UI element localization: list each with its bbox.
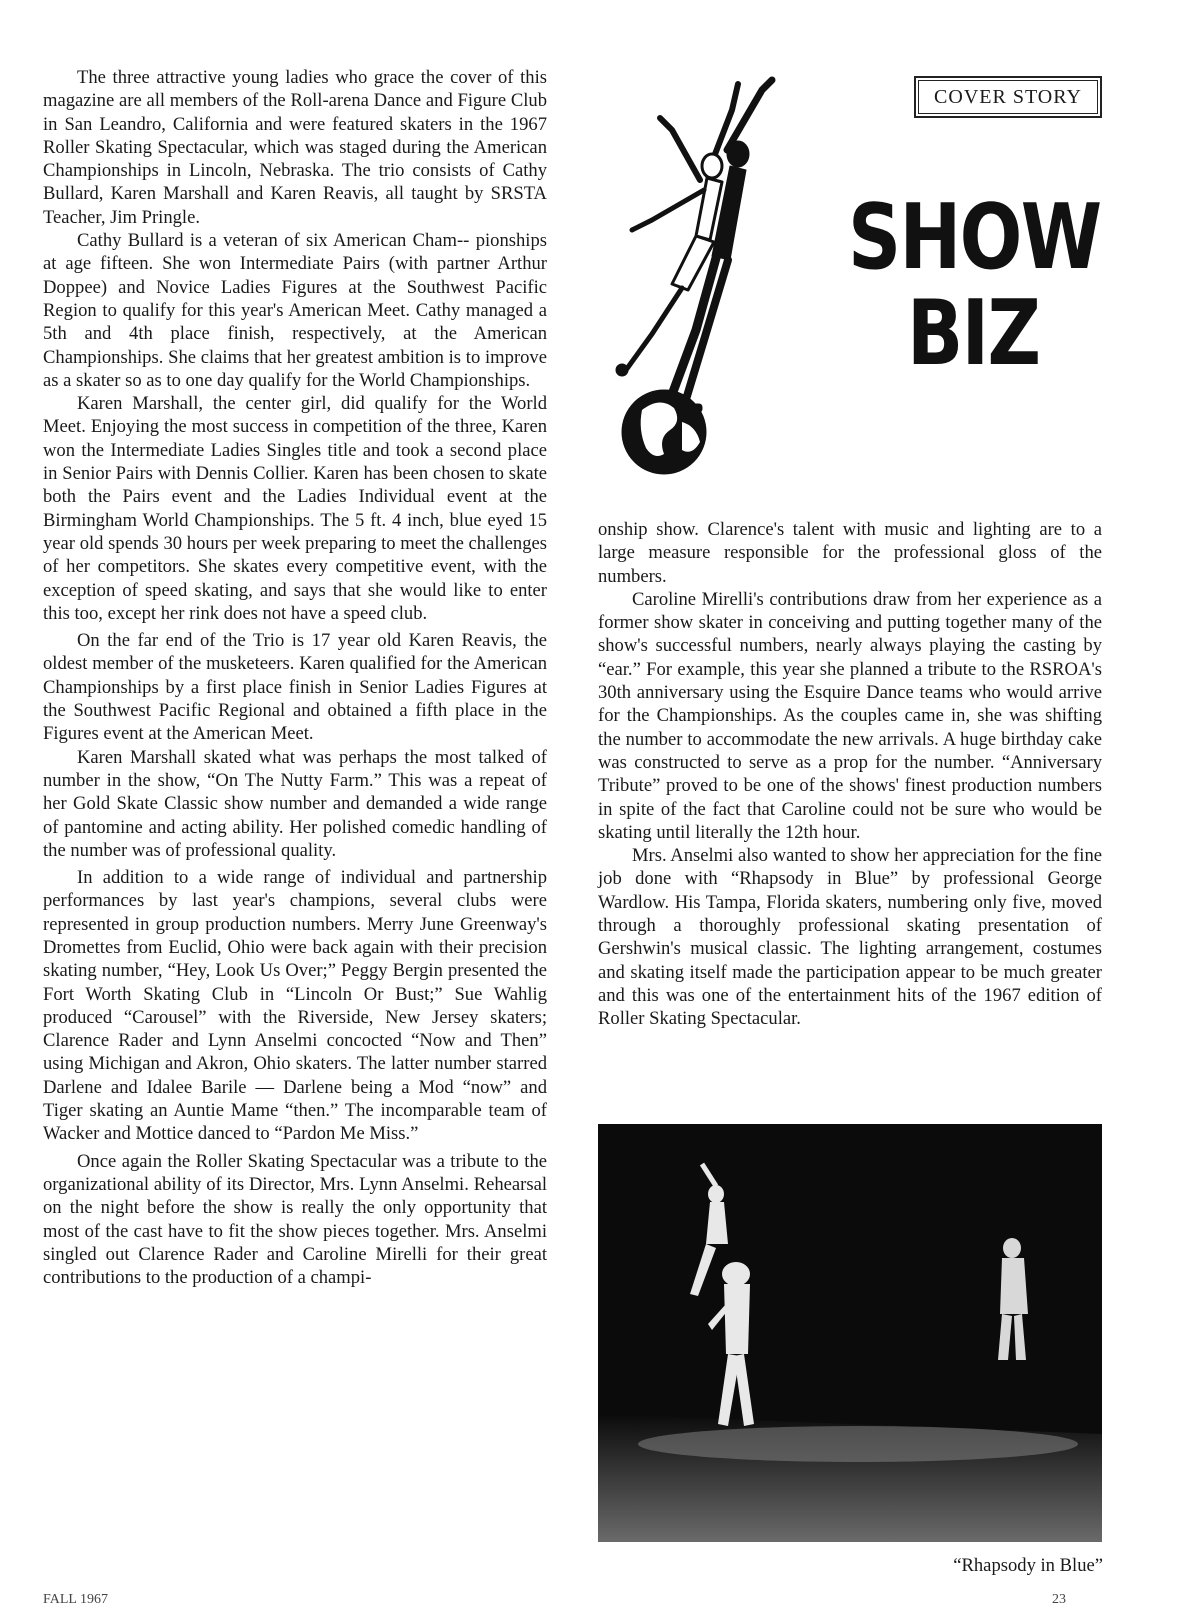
photo-illustration (598, 1124, 1102, 1542)
article-paragraph: Karen Marshall, the center girl, did qualify for the World Meet. Enjoying the most success in competition of the three, Karen won the Intermediate Ladies Singles title and took a second place in Senior Pairs with Dennis Collier. Karen has been chosen to skate both the Pairs event and the Ladies Individual event at the Birmingham World Championships. The 5 ft. 4 inch, blue eyed 15 year old spends 30 hours per week preparing to meet the challenges of her competitors. She skates every competitive event, with the exception of speed skating, and says that she would like to enter this too, except her rink does not have a speed club. (43, 393, 547, 624)
article-paragraph: The three attractive young ladies who grace the cover of this magazine are all members of the Roll-arena Dance and Figure Club in San Leandro, California and were featured skaters in the 1967 Roller Skating Spectacular, which was staged during the American Championships in Lincoln, Nebraska. The trio consists of Cathy Bullard, Karen Marshall and Karen Reavis, all taught by SRSTA Teacher, Jim Pringle. (43, 67, 547, 228)
right-article-column (598, 518, 1102, 1031)
article-paragraph: Karen Marshall skated what was perhaps the most talked of number in the show, “On The Nutty Farm.” This was a repeat of her Gold Skate Classic show number and demanded a wide range of pantomine and acting ability. Her polished comedic handling of the number was of professional quality. (43, 746, 547, 861)
article-paragraph: onship show. Clarence's talent with music and lighting are to a large measure responsible for the professional gloss of the numbers. (598, 519, 1102, 587)
footer-issue: FALL 1967 (43, 1592, 108, 1607)
article-paragraph: Once again the Roller Skating Spectacular was a tribute to the organizational ability of its Director, Mrs. Lynn Anselmi. Rehearsal on the night before the show is really the only opportunity that most of the cast have to fit the show pieces together. Mrs. Anselmi singled out Clarence Rader and Caroline Mirelli for their great contributions to the production of a champi- (43, 1150, 547, 1289)
article-paragraph: On the far end of the Trio is 17 year old Karen Reavis, the oldest member of the musketeers. Karen qualified for the American Championships by a first place finish in Senior Ladies Figures at the Southwest Pacific Regional and obtained a fifth place in the Figures event at the American Meet. (43, 630, 547, 745)
article-paragraph: Mrs. Anselmi also wanted to show her appreciation for the fine job done with “Rhapsody in Blue” by professional George Wardlow. His Tampa, Florida skaters, numbering only five, moved through a thoroughly professional skating presentation of Gershwin's musical classic. The lighting arrangement, costumes and skating itself made the participation appear to be much greater and this was one of the entertainment hits of the 1967 edition of Roller Skating Spectacular. (598, 845, 1102, 1030)
left-article-column (43, 66, 547, 1289)
headline (848, 185, 1101, 386)
article-paragraph: Cathy Bullard is a veteran of six American Cham-- pionships at age fifteen. She won Intermediate Pairs (with partner Arthur Doppee) and Novice Ladies Figures at the Southwest Pacific Region to qualify for this year's American Meet. Cathy managed a 5th and 4th place finish, respectively, at the American Championships. She claims that her greatest ambition is to improve as a skater so as to one day qualify for the World Championships. (43, 230, 547, 391)
article-paragraph: Caroline Mirelli's contributions draw from her experience as a former show skater in conceiving and putting together many of the show's successful numbers, nearly always playing the casting by “ear.” For example, this year she planned a tribute to the RSROA's 30th anniversary using the Esquire Dance teams who would arrive for the Championships. As the couples came in, she was shifting the number to accommodate the new arrivals. A huge birthday cake was constructed to serve as a prop for the number. “Anniversary Tribute” proved to be one of the shows' finest production numbers in spite of the fact that Caroline could not be sure who would be skating until literally the 12th hour. (598, 588, 1102, 843)
photo-caption: “Rhapsody in Blue” (953, 1555, 1103, 1576)
article-paragraph: In addition to a wide range of individual and partnership performances by last year's champions, several clubs were represented in group production numbers. Merry June Greenway's Dromettes from Euclid, Ohio were back again with their precision skating number, “Hey, Look Us Over;” Peggy Bergin presented the Fort Worth Skating Club in “Lincoln Or Bust;” Sue Wahlig produced “Carousel” with the Riverside, New Jersey skaters; Clarence Rader and Lynn Anselmi concocted “Now and Then” using Michigan and Akron, Ohio skaters. The latter number starred Darlene and Idalee Barile — Darlene being a Mod “now” and Tiger skating an Auntie Mame “then.” The incomparable team of Wacker and Mottice danced to “Pardon Me Miss.” (43, 867, 547, 1145)
page-number: 23 (1052, 1592, 1066, 1607)
headline-line-1: SHOW (848, 185, 1101, 290)
skaters-globe-illustration (612, 70, 852, 480)
cover-story-label (914, 76, 1102, 118)
cover-story-text: COVER STORY (934, 85, 1082, 108)
rhapsody-in-blue-photo (598, 1124, 1102, 1542)
headline-line-2: BIZ (907, 281, 1040, 386)
